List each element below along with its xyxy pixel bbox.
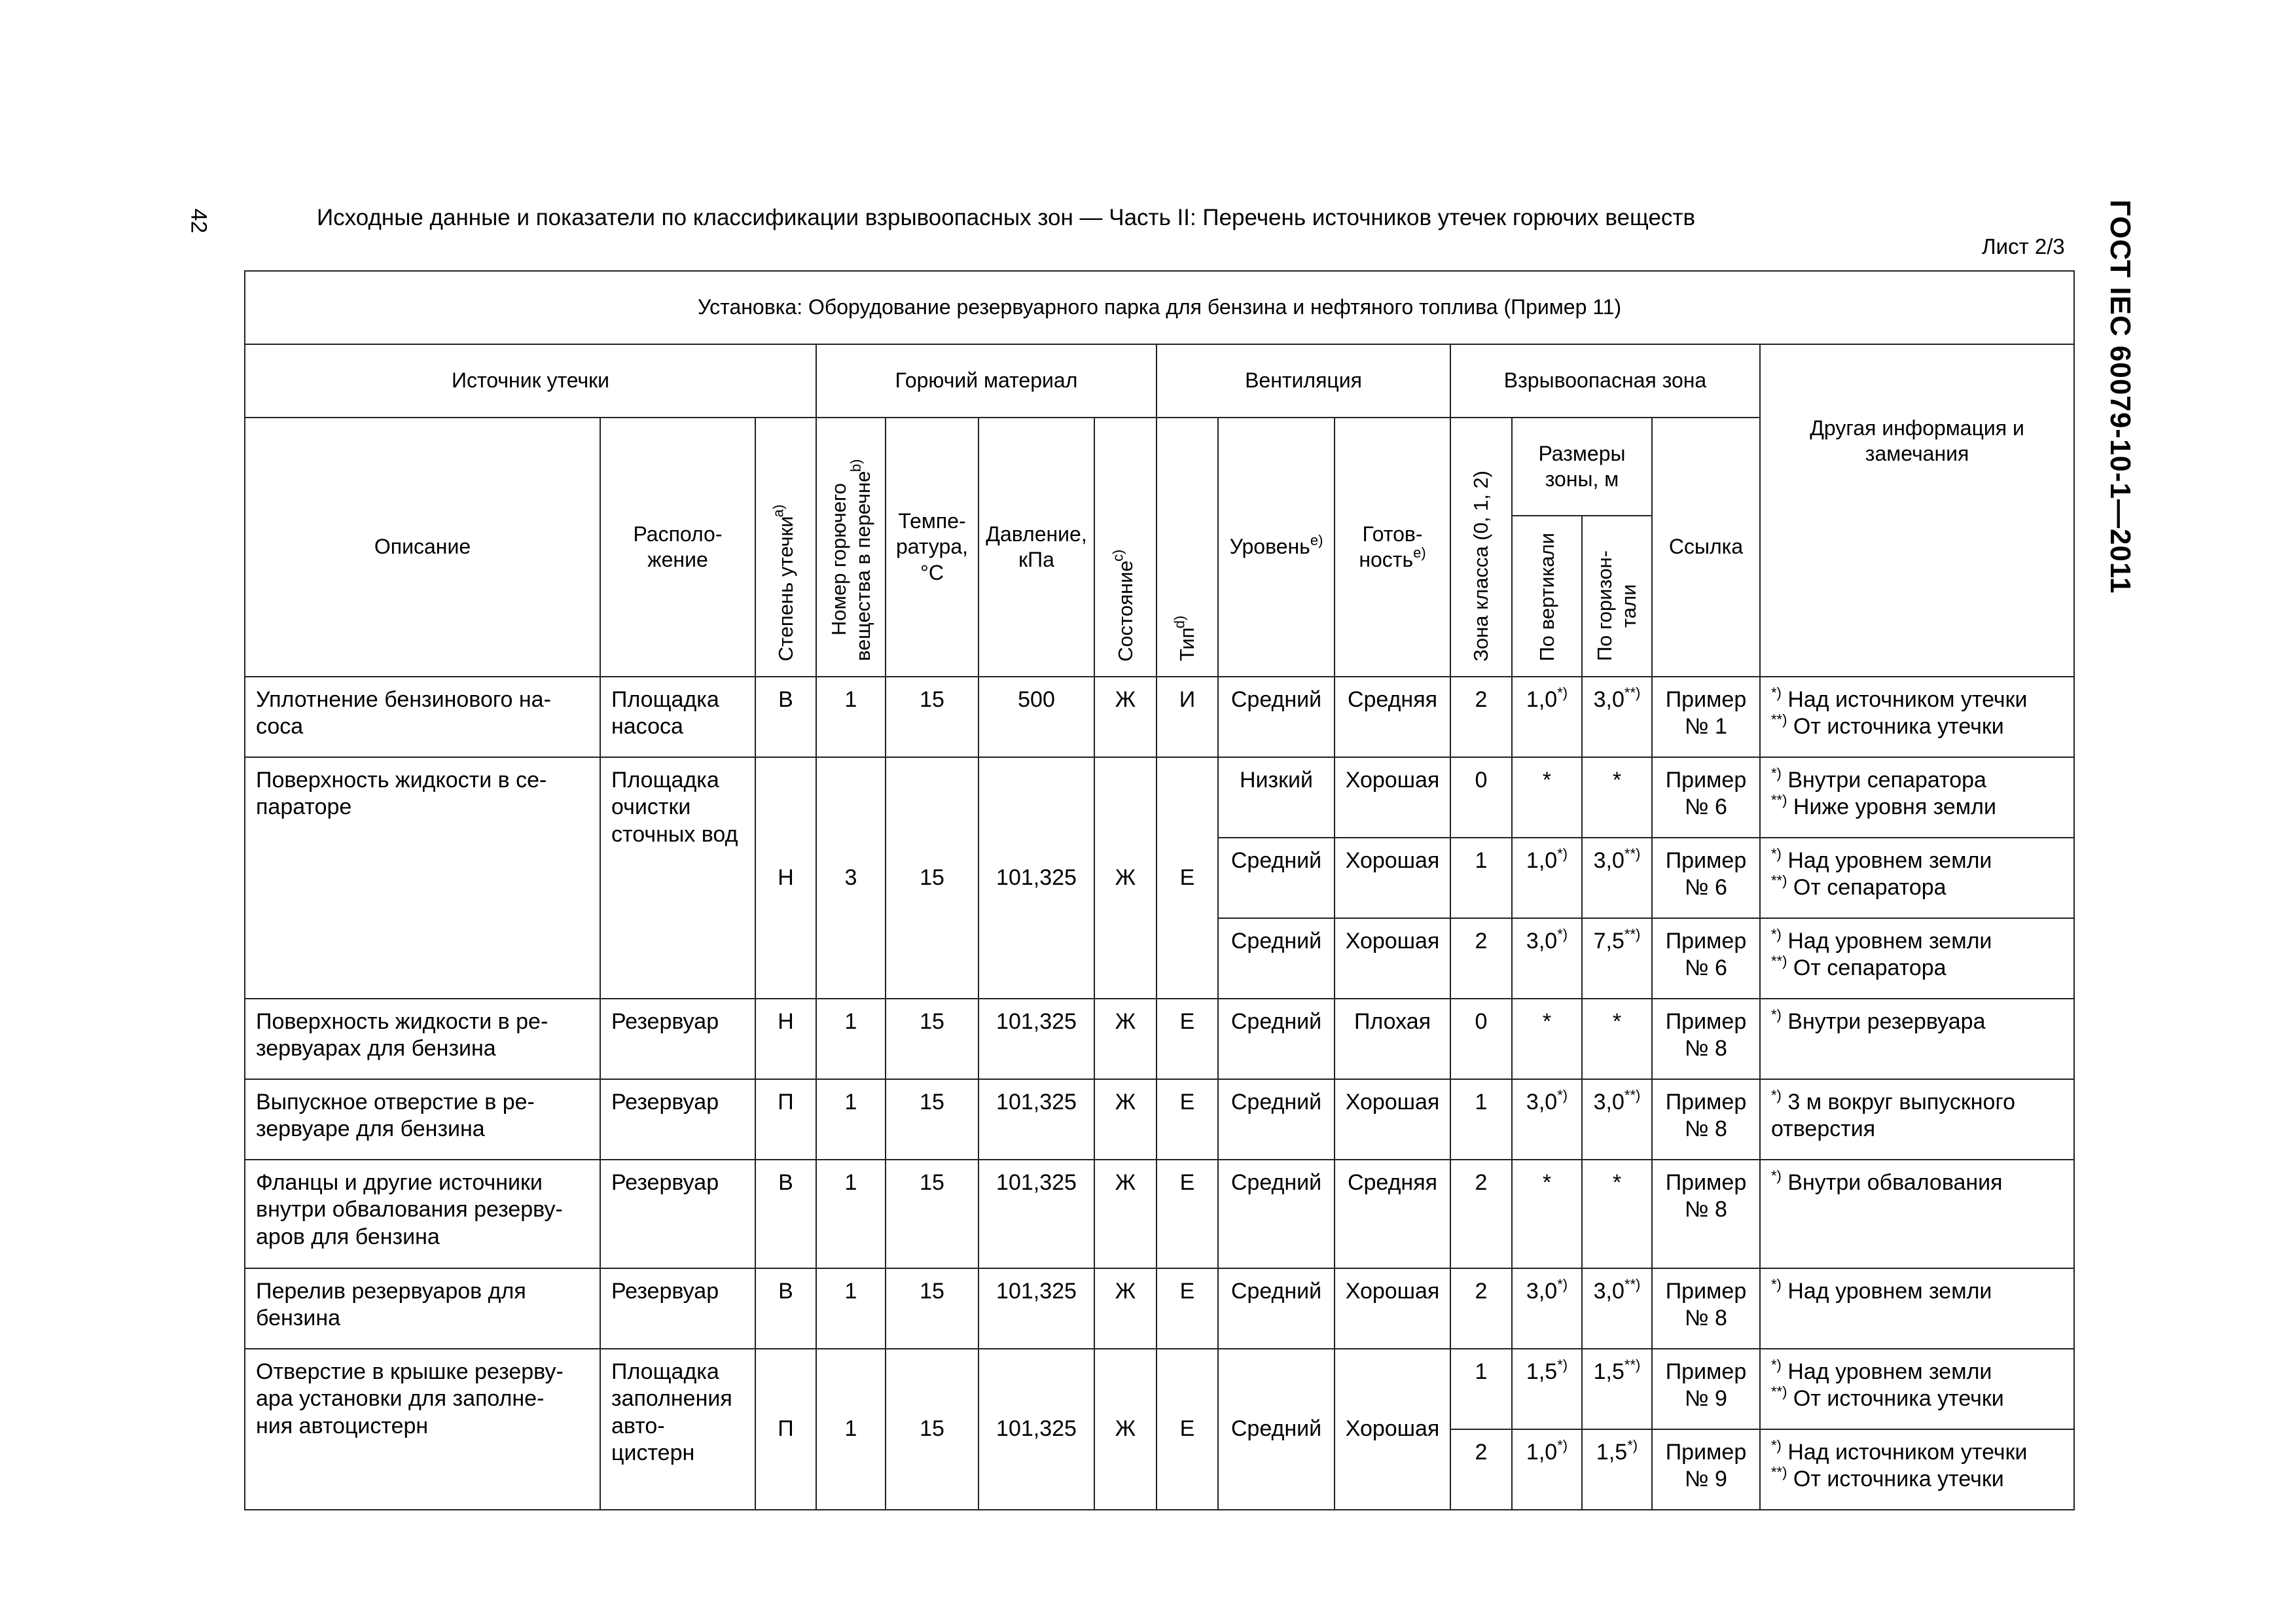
header-horizontal xyxy=(1582,516,1652,677)
cell-horizontal-value: 1,5 xyxy=(1593,1359,1624,1384)
note-text: Над уровнем земли xyxy=(1787,848,1992,873)
cell-grade: В xyxy=(755,1160,816,1268)
cell-vertical-value: 3,0 xyxy=(1526,929,1558,954)
cell-pressure: 101,325 xyxy=(978,1349,1094,1510)
table-row xyxy=(245,677,2074,757)
note-text: От источника утечки xyxy=(1793,1467,2004,1492)
cell-horizontal: * xyxy=(1582,1160,1652,1268)
cell-level: Средний xyxy=(1218,1079,1335,1160)
cell-zone: 2 xyxy=(1450,918,1512,999)
note-line xyxy=(1771,794,2070,821)
cell-type: Е xyxy=(1157,1160,1218,1268)
cell-description: Поверхность жидкости в се- параторе xyxy=(245,757,600,999)
header-type xyxy=(1157,418,1218,677)
cell-horizontal-mark: **) xyxy=(1624,684,1641,701)
cell-horizontal-value: 3,0 xyxy=(1593,1279,1624,1304)
header-description: Описание xyxy=(245,418,600,677)
cell-substance-number: 1 xyxy=(816,1160,886,1268)
cell-level: Средний xyxy=(1218,1268,1335,1349)
cell-horizontal-mark: *) xyxy=(1627,1436,1638,1454)
cell-horizontal xyxy=(1582,918,1652,999)
cell-substance-number: 1 xyxy=(816,1268,886,1349)
cell-zone: 2 xyxy=(1450,677,1512,757)
cell-type: Е xyxy=(1157,1268,1218,1349)
cell-vertical xyxy=(1512,1268,1582,1349)
note-mark: **) xyxy=(1771,711,1787,728)
cell-horizontal: * xyxy=(1582,757,1652,838)
cell-location: Площадка насоса xyxy=(600,677,755,757)
cell-horizontal-mark: **) xyxy=(1624,925,1641,942)
cell-availability: Хорошая xyxy=(1335,918,1450,999)
cell-horizontal xyxy=(1582,1268,1652,1349)
cell-pressure: 101,325 xyxy=(978,1268,1094,1349)
table-row xyxy=(245,757,2074,838)
cell-temperature: 15 xyxy=(886,1349,978,1510)
cell-pressure: 101,325 xyxy=(978,999,1094,1079)
cell-horizontal xyxy=(1582,1349,1652,1429)
note-line xyxy=(1771,713,2070,740)
cell-reference: Пример № 9 xyxy=(1652,1429,1760,1510)
group-source: Источник утечки xyxy=(245,344,816,418)
header-grade xyxy=(755,418,816,677)
cell-level: Средний xyxy=(1218,1349,1335,1510)
cell-zone: 0 xyxy=(1450,757,1512,838)
note-text: От сепаратора xyxy=(1793,875,1946,901)
header-vertical-label: По вертикали xyxy=(1535,533,1558,662)
note-mark: *) xyxy=(1771,1436,1782,1454)
cell-temperature: 15 xyxy=(886,999,978,1079)
cell-substance-number: 1 xyxy=(816,677,886,757)
cell-notes xyxy=(1760,677,2074,757)
group-zone: Взрывоопасная зона xyxy=(1450,344,1760,418)
cell-vertical xyxy=(1512,1349,1582,1429)
note-line xyxy=(1771,1436,2070,1466)
cell-reference: Пример № 6 xyxy=(1652,757,1760,838)
cell-pressure: 101,325 xyxy=(978,1079,1094,1160)
cell-notes xyxy=(1760,1268,2074,1349)
cell-vertical-value: 1,0 xyxy=(1526,1440,1558,1465)
header-level xyxy=(1218,418,1335,677)
cell-description: Отверстие в крышке резерву- ара установки для заполне- ния автоцистерн xyxy=(245,1349,600,1510)
cell-type: Е xyxy=(1157,757,1218,999)
cell-notes xyxy=(1760,1429,2074,1510)
cell-reference: Пример № 8 xyxy=(1652,999,1760,1079)
cell-vertical xyxy=(1512,1429,1582,1510)
cell-horizontal xyxy=(1582,1079,1652,1160)
note-line xyxy=(1771,1356,2070,1385)
cell-vertical: * xyxy=(1512,757,1582,838)
header-state xyxy=(1094,418,1157,677)
cell-location: Резервуар xyxy=(600,999,755,1079)
cell-reference: Пример № 6 xyxy=(1652,838,1760,918)
cell-vertical-mark: *) xyxy=(1557,1436,1568,1454)
cell-availability: Хорошая xyxy=(1335,757,1450,838)
cell-horizontal-mark: **) xyxy=(1624,845,1641,862)
note-text: Над уровнем земли xyxy=(1787,1359,1992,1384)
cell-zone: 2 xyxy=(1450,1429,1512,1510)
note-text: От источника утечки xyxy=(1793,1386,2004,1412)
header-horizontal-label: По горизон- тали xyxy=(1593,550,1641,662)
cell-horizontal-value: 7,5 xyxy=(1593,929,1624,954)
cell-level: Средний xyxy=(1218,999,1335,1079)
note-mark: *) xyxy=(1771,684,1782,701)
cell-level: Средний xyxy=(1218,918,1335,999)
header-other: Другая информация и замечания xyxy=(1760,344,2074,677)
note-text: От сепаратора xyxy=(1793,955,1946,981)
header-level-sup: e) xyxy=(1310,531,1323,548)
cell-reference: Пример № 9 xyxy=(1652,1349,1760,1429)
note-line xyxy=(1771,684,2070,713)
note-mark: *) xyxy=(1771,1086,1782,1103)
header-grade-sup: a) xyxy=(770,504,787,518)
cell-reference: Пример № 6 xyxy=(1652,918,1760,999)
cell-location: Площадка заполнения авто- цистерн xyxy=(600,1349,755,1510)
cell-type: Е xyxy=(1157,1349,1218,1510)
cell-vertical-mark: *) xyxy=(1557,684,1568,701)
cell-substance-number: 3 xyxy=(816,757,886,999)
header-reference: Ссылка xyxy=(1652,418,1760,677)
cell-vertical-mark: *) xyxy=(1557,925,1568,942)
cell-notes xyxy=(1760,1079,2074,1160)
note-text: Внутри сепаратора xyxy=(1787,768,1986,793)
header-availability-sup: e) xyxy=(1413,544,1426,562)
cell-description: Перелив резервуаров для бензина xyxy=(245,1268,600,1349)
cell-temperature: 15 xyxy=(886,757,978,999)
table-row xyxy=(245,1160,2074,1268)
cell-vertical xyxy=(1512,918,1582,999)
cell-state: Ж xyxy=(1094,677,1157,757)
cell-horizontal-value: 3,0 xyxy=(1593,687,1624,712)
cell-substance-number: 1 xyxy=(816,999,886,1079)
note-text: Внутри резервуара xyxy=(1787,1009,1986,1034)
cell-description: Уплотнение бензинового на- соса xyxy=(245,677,600,757)
note-line xyxy=(1771,925,2070,955)
note-mark: **) xyxy=(1771,792,1787,809)
header-substance-number-label: Номер горючего вещества в перечне xyxy=(827,471,874,662)
note-mark: **) xyxy=(1771,1464,1787,1481)
table-row xyxy=(245,1079,2074,1160)
note-line xyxy=(1771,1086,2070,1143)
note-line xyxy=(1771,1275,2070,1305)
note-mark: *) xyxy=(1771,845,1782,862)
cell-vertical-value: 3,0 xyxy=(1526,1279,1558,1304)
cell-reference: Пример № 8 xyxy=(1652,1079,1760,1160)
cell-horizontal: * xyxy=(1582,999,1652,1079)
note-line xyxy=(1771,1169,2070,1196)
note-text: От источника утечки xyxy=(1793,714,2004,740)
table-row xyxy=(245,1349,2074,1429)
cell-vertical-value: 1,5 xyxy=(1526,1359,1558,1384)
cell-availability: Хорошая xyxy=(1335,1268,1450,1349)
note-line xyxy=(1771,1385,2070,1412)
note-line xyxy=(1771,874,2070,901)
note-text: Внутри обвалования xyxy=(1787,1170,2003,1195)
page-title: Исходные данные и показатели по классификации взрывоопасных зон — Часть II: Перечень источников утечек горючих веществ xyxy=(317,205,1696,230)
cell-horizontal-mark: **) xyxy=(1624,1275,1641,1293)
cell-description: Выпускное отверстие в ре- зервуаре для бензина xyxy=(245,1079,600,1160)
cell-notes xyxy=(1760,999,2074,1079)
note-line xyxy=(1771,764,2070,794)
cell-zone: 1 xyxy=(1450,838,1512,918)
cell-grade: П xyxy=(755,1079,816,1160)
cell-temperature: 15 xyxy=(886,677,978,757)
cell-notes xyxy=(1760,757,2074,838)
cell-notes xyxy=(1760,918,2074,999)
cell-location: Площадка очистки сточных вод xyxy=(600,757,755,999)
note-mark: *) xyxy=(1771,1167,1782,1184)
cell-grade: В xyxy=(755,1268,816,1349)
cell-vertical xyxy=(1512,1079,1582,1160)
cell-type: Е xyxy=(1157,999,1218,1079)
header-temperature: Темпе- ратура, °C xyxy=(886,418,978,677)
note-mark: *) xyxy=(1771,925,1782,942)
cell-vertical-mark: *) xyxy=(1557,845,1568,862)
note-text: Над источником утечки xyxy=(1787,687,2028,712)
cell-type: И xyxy=(1157,677,1218,757)
cell-horizontal-value: 1,5 xyxy=(1596,1440,1628,1465)
page-number: 42 xyxy=(186,208,211,234)
cell-zone: 1 xyxy=(1450,1079,1512,1160)
cell-vertical: * xyxy=(1512,999,1582,1079)
header-vertical xyxy=(1512,516,1582,677)
note-line xyxy=(1771,847,2070,874)
cell-level: Средний xyxy=(1218,838,1335,918)
header-location: Располо- жение xyxy=(600,418,755,677)
note-text: Ниже уровня земли xyxy=(1793,794,1997,820)
cell-level: Средний xyxy=(1218,1160,1335,1268)
cell-vertical xyxy=(1512,838,1582,918)
cell-availability: Хорошая xyxy=(1335,1349,1450,1510)
cell-temperature: 15 xyxy=(886,1079,978,1160)
cell-availability: Хорошая xyxy=(1335,838,1450,918)
cell-vertical-mark: *) xyxy=(1557,1086,1568,1103)
cell-notes xyxy=(1760,1160,2074,1268)
cell-availability: Хорошая xyxy=(1335,1079,1450,1160)
cell-availability: Средняя xyxy=(1335,1160,1450,1268)
header-type-sup: d) xyxy=(1172,616,1189,629)
cell-location: Резервуар xyxy=(600,1079,755,1160)
cell-state: Ж xyxy=(1094,1160,1157,1268)
group-ventilation: Вентиляция xyxy=(1157,344,1450,418)
classification-table xyxy=(244,270,2075,1510)
cell-state: Ж xyxy=(1094,1268,1157,1349)
cell-state: Ж xyxy=(1094,1349,1157,1510)
header-substance-number xyxy=(816,418,886,677)
note-text: Над уровнем земли xyxy=(1787,1279,1992,1304)
cell-pressure: 101,325 xyxy=(978,1160,1094,1268)
cell-notes xyxy=(1760,1349,2074,1429)
cell-pressure: 500 xyxy=(978,677,1094,757)
table-row xyxy=(245,1268,2074,1349)
cell-grade: В xyxy=(755,677,816,757)
header-state-label: Состояние xyxy=(1113,560,1137,662)
cell-vertical-value: 1,0 xyxy=(1526,848,1558,873)
cell-vertical: * xyxy=(1512,1160,1582,1268)
cell-location: Резервуар xyxy=(600,1160,755,1268)
header-zone-class xyxy=(1450,418,1512,677)
header-substance-number-sup: b) xyxy=(847,459,864,473)
header-state-sup: c) xyxy=(1109,549,1126,562)
cell-substance-number: 1 xyxy=(816,1079,886,1160)
cell-zone: 0 xyxy=(1450,999,1512,1079)
cell-grade: Н xyxy=(755,999,816,1079)
cell-description: Фланцы и другие источники внутри обвалования резерву- аров для бензина xyxy=(245,1160,600,1268)
cell-horizontal-mark: **) xyxy=(1624,1356,1641,1373)
header-level-label: Уровень xyxy=(1229,535,1310,559)
document-code: ГОСТ IEC 60079-10-1—2011 xyxy=(2104,200,2136,594)
cell-availability: Плохая xyxy=(1335,999,1450,1079)
note-text: Над уровнем земли xyxy=(1787,929,1992,954)
cell-level: Средний xyxy=(1218,677,1335,757)
cell-horizontal xyxy=(1582,677,1652,757)
cell-zone: 1 xyxy=(1450,1349,1512,1429)
note-mark: **) xyxy=(1771,872,1787,889)
cell-state: Ж xyxy=(1094,999,1157,1079)
note-mark: *) xyxy=(1771,1356,1782,1373)
cell-vertical-mark: *) xyxy=(1557,1356,1568,1373)
cell-pressure: 101,325 xyxy=(978,757,1094,999)
group-material: Горючий материал xyxy=(816,344,1157,418)
note-text: Над источником утечки xyxy=(1787,1440,2028,1465)
cell-state: Ж xyxy=(1094,757,1157,999)
cell-horizontal xyxy=(1582,838,1652,918)
cell-zone: 2 xyxy=(1450,1160,1512,1268)
cell-level: Низкий xyxy=(1218,757,1335,838)
header-zone-class-label: Зона класса (0, 1, 2) xyxy=(1469,470,1493,662)
cell-horizontal-value: 3,0 xyxy=(1593,848,1624,873)
header-availability xyxy=(1335,418,1450,677)
installation-cell xyxy=(245,271,2074,344)
note-text: 3 м вокруг выпускного отверстия xyxy=(1771,1090,2016,1142)
cell-state: Ж xyxy=(1094,1079,1157,1160)
cell-vertical xyxy=(1512,677,1582,757)
cell-reference: Пример № 8 xyxy=(1652,1268,1760,1349)
cell-grade: П xyxy=(755,1349,816,1510)
cell-location: Резервуар xyxy=(600,1268,755,1349)
note-line xyxy=(1771,1466,2070,1493)
cell-horizontal-value: 3,0 xyxy=(1593,1090,1624,1115)
cell-vertical-value: 1,0 xyxy=(1526,687,1558,712)
note-mark: **) xyxy=(1771,953,1787,970)
cell-notes xyxy=(1760,838,2074,918)
cell-vertical-mark: *) xyxy=(1557,1275,1568,1293)
cell-substance-number: 1 xyxy=(816,1349,886,1510)
note-mark: *) xyxy=(1771,1006,1782,1023)
cell-description: Поверхность жидкости в ре- зервуарах для бензина xyxy=(245,999,600,1079)
cell-reference: Пример № 1 xyxy=(1652,677,1760,757)
cell-type: Е xyxy=(1157,1079,1218,1160)
cell-temperature: 15 xyxy=(886,1268,978,1349)
table-row xyxy=(245,999,2074,1079)
header-type-label: Тип xyxy=(1175,627,1199,662)
cell-reference: Пример № 8 xyxy=(1652,1160,1760,1268)
cell-availability: Средняя xyxy=(1335,677,1450,757)
header-grade-label: Степень утечки xyxy=(774,516,797,662)
note-line xyxy=(1771,1008,2070,1035)
cell-temperature: 15 xyxy=(886,1160,978,1268)
sheet-number: Лист 2/3 xyxy=(1982,234,2065,259)
cell-zone: 2 xyxy=(1450,1268,1512,1349)
cell-horizontal xyxy=(1582,1429,1652,1510)
cell-vertical-value: 3,0 xyxy=(1526,1090,1558,1115)
note-line xyxy=(1771,955,2070,982)
note-mark: *) xyxy=(1771,764,1782,781)
header-zone-size: Размеры зоны, м xyxy=(1512,418,1652,516)
header-pressure: Давление, кПа xyxy=(978,418,1094,677)
installation-label: Установка: Оборудование резервуарного парка для бензина и нефтяного топлива (Пример 11) xyxy=(697,295,1622,319)
note-mark: **) xyxy=(1771,1383,1787,1400)
note-mark: *) xyxy=(1771,1275,1782,1293)
cell-grade: Н xyxy=(755,757,816,999)
header-availability-label: Готов- ность xyxy=(1359,522,1423,571)
cell-horizontal-mark: **) xyxy=(1624,1086,1641,1103)
